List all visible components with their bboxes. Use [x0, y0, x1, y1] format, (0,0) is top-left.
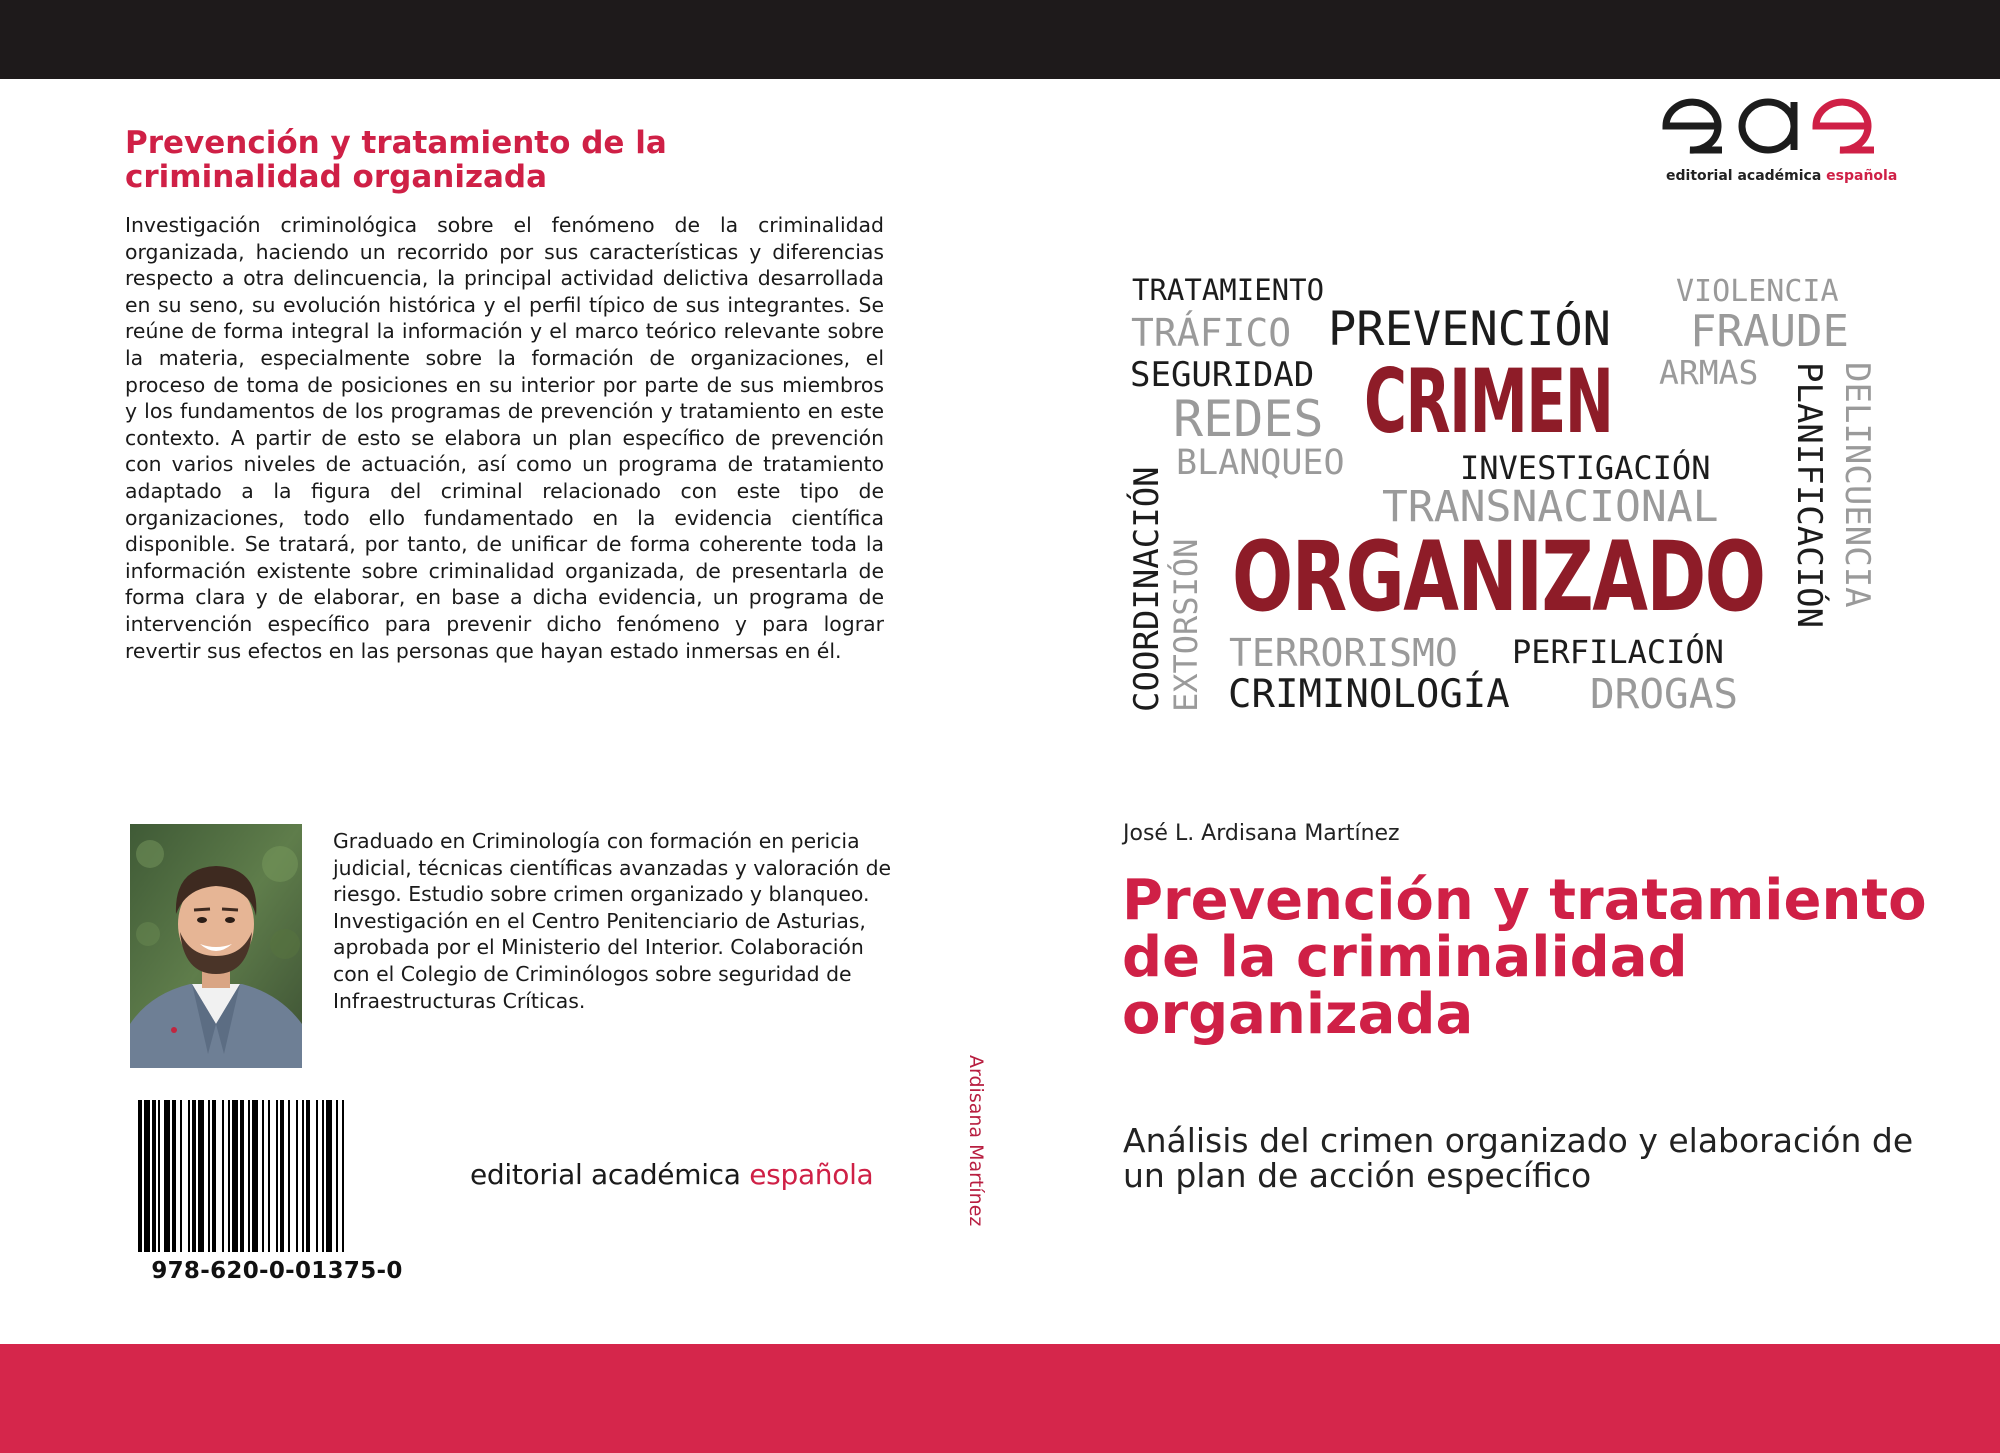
word-terrorismo: TERRORISMO	[1229, 631, 1458, 675]
back-title: Prevención y tratamiento de la criminalidad organizada	[125, 125, 667, 195]
word-fraude: FRAUDE	[1690, 306, 1849, 357]
front-subtitle: Análisis del crimen organizado y elaboración de un plan de acción específico	[1123, 1121, 1914, 1195]
word-trafico: TRÁFICO	[1131, 311, 1292, 355]
word-tratamiento: TRATAMIENTO	[1132, 273, 1325, 307]
word-drogas: DROGAS	[1590, 670, 1739, 718]
publisher-logo	[1660, 96, 1890, 158]
author-bio: Graduado en Criminología con formación en pericia judicial, técnicas científicas avanzadas y valoración de riesgo. Estudio sobre crimen organizado y blanqueo. Investigación en el Centro Penitenciario de Asturias, aprobada por el Ministerio del Interior. Colaboración con el Colegio de Criminólogos sobre seguridad de Infraestructuras Críticas.	[333, 829, 892, 1013]
word-investigacion: INVESTIGACIÓN	[1460, 449, 1711, 487]
front-author: José L. Ardisana Martínez	[1123, 821, 1400, 846]
word-coordinacion: COORDINACIÓN	[1127, 466, 1167, 712]
word-crimen: CRIMEN	[1364, 350, 1613, 453]
top-band	[0, 0, 2000, 79]
back-publisher-main: editorial académica	[470, 1158, 750, 1191]
back-publisher-name	[470, 1158, 873, 1191]
word-prevencion: PREVENCIÓN	[1328, 302, 1611, 357]
word-violencia: VIOLENCIA	[1676, 274, 1839, 309]
logo-caption-main: editorial académica	[1666, 168, 1827, 184]
word-cloud-illustration	[1128, 270, 1876, 720]
logo-caption-accent: española	[1826, 168, 1898, 184]
bottom-band	[0, 1344, 2000, 1453]
isbn-barcode	[138, 1100, 416, 1252]
back-blurb: Investigación criminológica sobre el fenómeno de la criminalidad organizada, haciendo un recorrido por sus características y diferencias respecto a otra delincuencia, la principal actividad delictiva desarrollada en su seno, su evolución histórica y el perfil típico de sus integrantes. Se reúne de forma integral la información y el marco teórico relevante sobre la materia, especialmente sobre la formación de organizaciones, el proceso de toma de posiciones en su interior por parte de sus miembros y los fundamentos de los programas de prevención y tratamiento en este contexto. A partir de esto se elabora un plan específico de prevención con varios niveles de actuación, así como un programa de tratamiento adaptado a la figura del criminal relacionado con este tipo de organizaciones, todo ello fundamentado en la evidencia científica disponible. Se tratará, por tanto, de unificar de forma coherente toda la información existente sobre criminalidad organizada, de presentarla de forma clara y de elaborar, en base a dicha evidencia, un programa de intervención específico para prevenir dicho fenómeno y para lograr revertir sus efectos en las personas que hayan estado inmersas en él.	[125, 213, 884, 663]
word-seguridad: SEGURIDAD	[1130, 355, 1315, 395]
word-blanqueo: BLANQUEO	[1176, 443, 1345, 483]
isbn-number: 978-620-0-01375-0	[151, 1258, 403, 1284]
word-delincuencia: DELINCUENCIA	[1837, 362, 1877, 608]
word-organizado: ORGANIZADO	[1232, 521, 1765, 633]
author-photo	[130, 824, 302, 1068]
logo-caption	[1666, 168, 1897, 184]
spine-author: Ardisana Martínez	[965, 1055, 987, 1227]
word-perfilacion: PERFILACIÓN	[1512, 633, 1724, 671]
word-armas: ARMAS	[1659, 353, 1759, 392]
front-title: Prevención y tratamiento de la criminalidad organizada	[1122, 868, 1927, 1047]
word-criminologia: CRIMINOLOGÍA	[1228, 672, 1510, 717]
word-planificacion: PLANIFICACIÓN	[1789, 362, 1829, 629]
word-redes: REDES	[1173, 390, 1324, 448]
back-publisher-accent: española	[749, 1158, 874, 1191]
word-extorsion: EXTORSIÓN	[1167, 538, 1205, 712]
word-transnacional: TRANSNACIONAL	[1382, 482, 1719, 532]
